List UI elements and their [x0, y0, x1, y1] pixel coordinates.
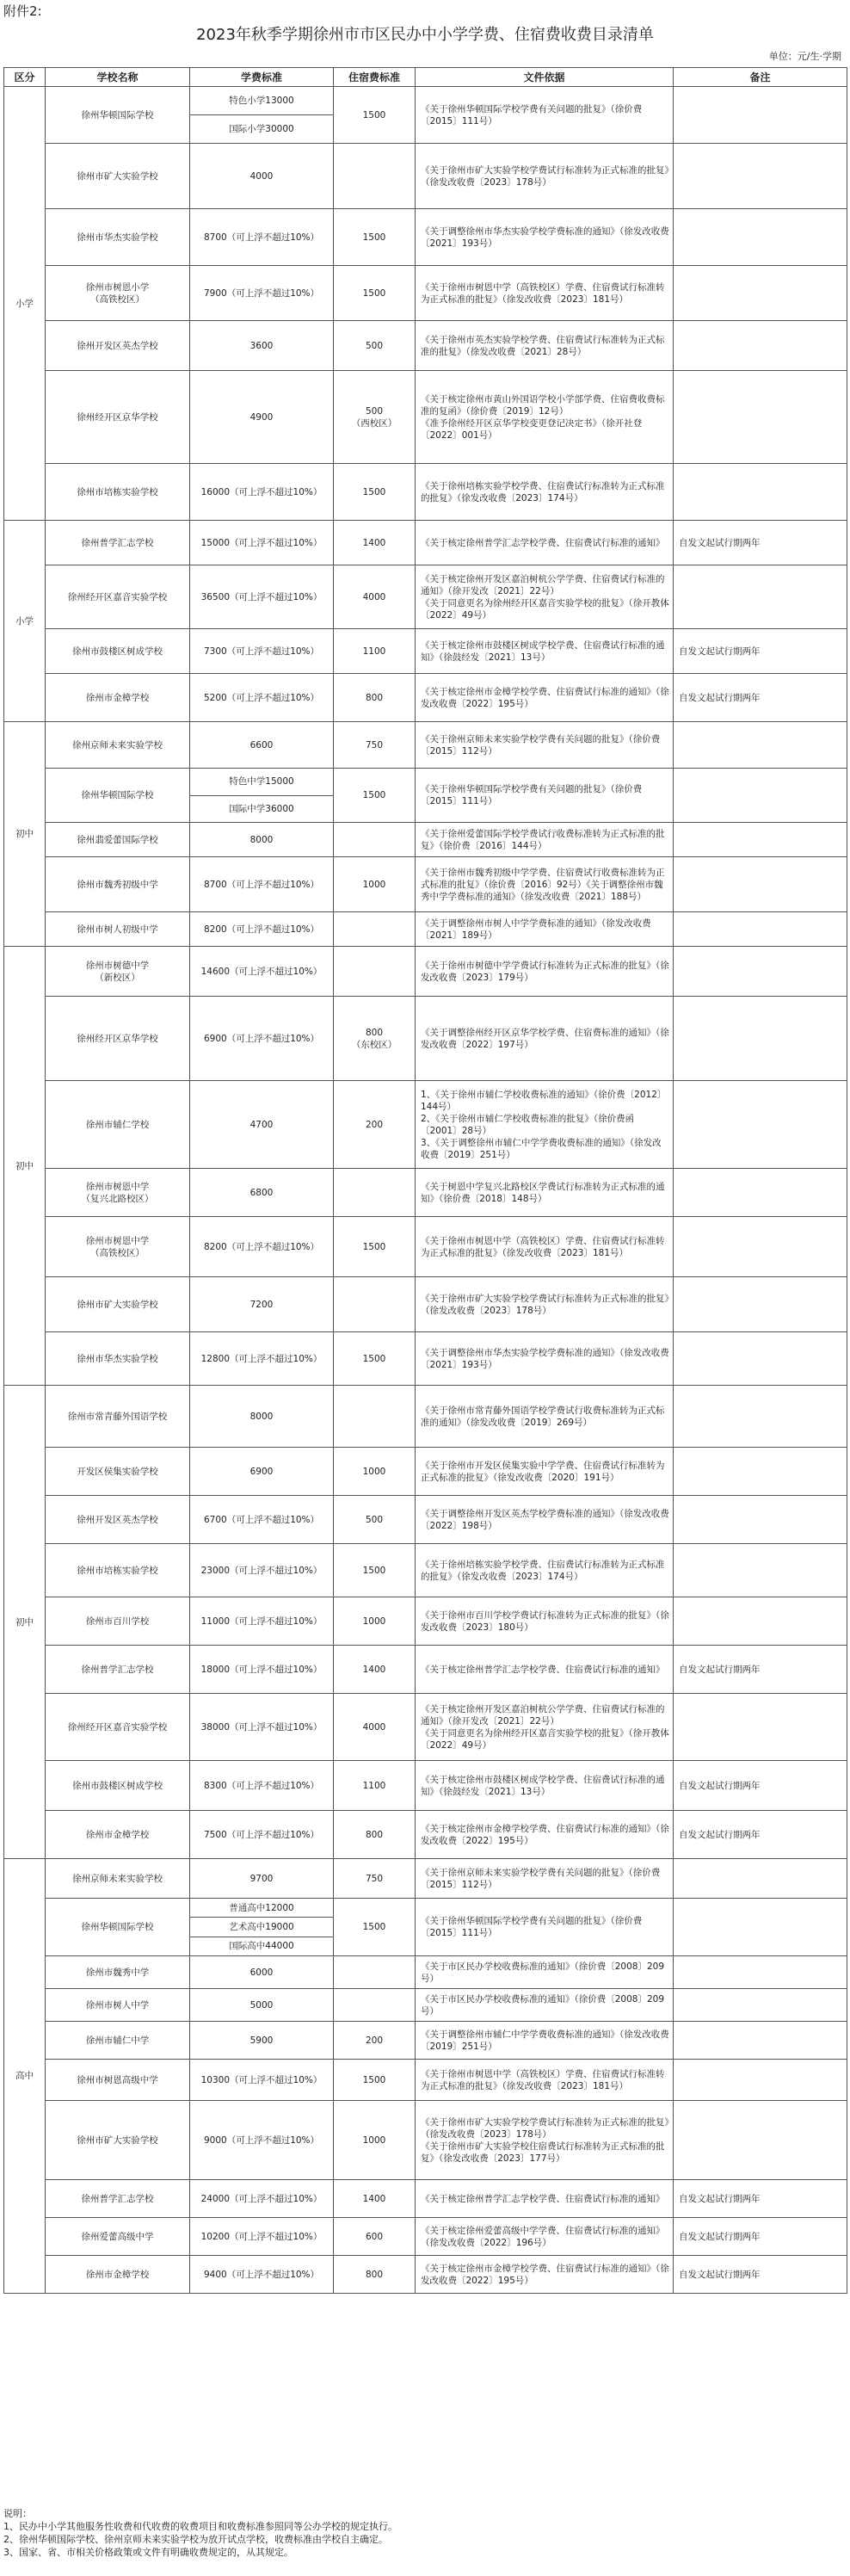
school-name-cell: 徐州华顿国际学校	[46, 1899, 190, 1956]
basis-cell: 《关于调整徐州市华杰实验学校学费标准的通知》（徐发改收费〔2021〕193号）	[416, 209, 674, 266]
fee-table	[3, 67, 847, 2294]
note-item: 1、民办中小学其他服务性收费和代收费的收费项目和收费标准参照同等公办学校的规定执行。	[3, 2521, 397, 2532]
lodging-cell: 1000	[334, 1448, 416, 1496]
school-name-cell: 徐州市辅仁中学	[46, 2022, 190, 2060]
tuition-cell: 6000	[190, 1956, 334, 1989]
basis-cell: 《关于徐州市魏秀初级中学学费、住宿费试行收费标准转为正式标准的批复》（徐价费〔2016〕92号）《关于调整徐州市魏秀中学学费标准的通知》（徐发改收费〔2021〕188号）	[416, 857, 674, 912]
school-name-cell: 徐州普学汇志学校	[46, 521, 190, 565]
unit-label: 单位：元/生·学期	[768, 51, 841, 62]
tuition-cell: 9700	[190, 1859, 334, 1899]
basis-cell: 《关于核定徐州市鼓楼区树成学校学费、住宿费试行标准的通知》（徐鼓经发〔2021〕13号）	[416, 1761, 674, 1811]
lodging-cell: 1500	[334, 266, 416, 321]
lodging-cell: 1400	[334, 2180, 416, 2218]
category-cell: 初中	[4, 947, 46, 1386]
remark-cell: 自发文起试行期两年	[674, 2218, 847, 2256]
school-name-cell: 徐州市金樟学校	[46, 2256, 190, 2294]
lodging-cell: 600	[334, 2218, 416, 2256]
lodging-cell: 1100	[334, 1761, 416, 1811]
school-name-cell: 徐州市金樟学校	[46, 674, 190, 722]
basis-cell: 《关于徐州市树恩中学（高铁校区）学费、住宿费试行标准转为正式标准的批复》（徐发改收费〔2023〕181号）	[416, 2060, 674, 2101]
table-row	[4, 1811, 847, 1859]
remark-cell	[674, 1544, 847, 1597]
lodging-cell	[334, 1386, 416, 1448]
basis-cell: 《关于核定徐州普学汇志学校学费、住宿费试行标准的通知》	[416, 2180, 674, 2218]
table-row	[4, 629, 847, 674]
tuition-cell: 6800	[190, 1169, 334, 1217]
table-row	[4, 947, 847, 997]
basis-cell: 《关于调整徐州市树人中学学费标准的通知》（徐发改收费〔2021〕189号）	[416, 912, 674, 947]
table-row	[4, 769, 847, 823]
table-row	[4, 674, 847, 722]
tuition-cell: 7500（可上浮不超过10%）	[190, 1811, 334, 1859]
school-name-cell: 徐州经开区嘉音实验学校	[46, 565, 190, 629]
basis-cell: 《关于核定徐州市鼓楼区树成学校学费、住宿费试行标准的通知》（徐鼓经发〔2021〕13号）	[416, 629, 674, 674]
tuition-cell: 24000（可上浮不超过10%）	[190, 2180, 334, 2218]
remark-cell	[674, 1277, 847, 1332]
table-row	[4, 371, 847, 464]
school-name-cell: 徐州市常青藤外国语学校	[46, 1386, 190, 1448]
table-row	[4, 912, 847, 947]
lodging-cell: 1500	[334, 464, 416, 521]
remark-cell	[674, 144, 847, 209]
basis-cell: 《关于核定徐州开发区嘉泊树杭公学学费、住宿费试行标准的通知》（徐开发改〔2021〕22号） 《关于同意更名为徐州经开区嘉音实验学校的批复》（徐开教体〔2022〕49号）	[416, 565, 674, 629]
table-row	[4, 144, 847, 209]
basis-cell: 《关于徐州市树恩中学（高铁校区）学费、住宿费试行标准转为正式标准的批复》（徐发改收费〔2023〕181号）	[416, 1217, 674, 1277]
basis-cell: 《关于徐州培栋实验学校学费、住宿费试行标准转为正式标准的批复》（徐发改收费〔2023〕174号）	[416, 464, 674, 521]
tuition-cell: 9400（可上浮不超过10%）	[190, 2256, 334, 2294]
table-row	[4, 1646, 847, 1694]
note-item: 3、国家、省、市相关价格政策或文件有明确收费规定的，从其规定。	[3, 2547, 293, 2558]
tuition-cell: 9000（可上浮不超过10%）	[190, 2101, 334, 2180]
basis-cell: 《关于核定徐州市金樟学校学费、住宿费试行标准的通知》（徐发改收费〔2022〕195号）	[416, 1811, 674, 1859]
table-row	[4, 823, 847, 857]
lodging-cell: 1000	[334, 1597, 416, 1646]
school-name-cell: 徐州市树恩高级中学	[46, 2060, 190, 2101]
remark-cell	[674, 2022, 847, 2060]
tuition-subrow: 艺术高中19000	[190, 1917, 333, 1936]
basis-cell: 《关于徐州市矿大实验学校学费试行标准转为正式标准的批复》（徐发改收费〔2023〕178号） 《关于徐州市矿大实验学校住宿费试行标准转为正式标准的批复》（徐发改收费〔2023〕177号）	[416, 2101, 674, 2180]
school-name-cell: 徐州华顿国际学校	[46, 87, 190, 144]
remark-cell	[674, 1899, 847, 1956]
tuition-cell: 6700（可上浮不超过10%）	[190, 1496, 334, 1544]
lodging-cell	[334, 1277, 416, 1332]
tuition-cell: 8000	[190, 1386, 334, 1448]
note-item: 2、徐州华顿国际学校、徐州京师未来实验学校为放开试点学校，收费标准由学校自主确定。	[3, 2534, 388, 2545]
lodging-cell: 800 （东校区）	[334, 997, 416, 1081]
table-header-row	[4, 68, 847, 87]
remark-cell: 自发文起试行期两年	[674, 2256, 847, 2294]
school-name-cell: 徐州市培栋实验学校	[46, 464, 190, 521]
remark-cell	[674, 1496, 847, 1544]
remark-cell	[674, 1448, 847, 1496]
lodging-cell: 800	[334, 1811, 416, 1859]
remark-cell	[674, 769, 847, 823]
category-cell: 初中	[4, 1386, 46, 1859]
lodging-cell: 200	[334, 2022, 416, 2060]
remark-cell: 自发文起试行期两年	[674, 1646, 847, 1694]
remark-cell	[674, 2101, 847, 2180]
basis-cell: 《关于徐州市矿大实验学校学费试行标准转为正式标准的批复》（徐发改收费〔2023〕178号）	[416, 144, 674, 209]
tuition-cell: 5000	[190, 1989, 334, 2022]
tuition-subrow: 特色中学15000	[229, 776, 294, 788]
remark-cell	[674, 565, 847, 629]
remark-cell	[674, 722, 847, 769]
basis-cell: 《关于徐州京师未来实验学校学费有关问题的批复》（徐价费〔2015〕112号）	[416, 1859, 674, 1899]
school-name-cell: 徐州开发区英杰学校	[46, 321, 190, 371]
remark-cell: 自发文起试行期两年	[674, 1811, 847, 1859]
school-name-cell: 徐州市华杰实验学校	[46, 1332, 190, 1386]
remark-cell	[674, 1386, 847, 1448]
lodging-cell	[334, 912, 416, 947]
basis-cell: 《关于调整徐州开发区英杰学校学费标准的通知》（徐发改收费〔2022〕198号）	[416, 1496, 674, 1544]
tuition-subrow: 国际中学36000	[190, 795, 333, 823]
tuition-cell: 6600	[190, 722, 334, 769]
table-row	[4, 1899, 847, 1956]
school-name-cell: 徐州市树人中学	[46, 1989, 190, 2022]
remark-cell: 自发文起试行期两年	[674, 1761, 847, 1811]
basis-cell: 《关于徐州市树德中学学费试行标准转为正式标准的批复》（徐发改收费〔2023〕179号）	[416, 947, 674, 997]
table-row	[4, 1859, 847, 1899]
basis-cell: 《关于徐州培栋实验学校学费、住宿费试行标准转为正式标准的批复》（徐发改收费〔2023〕174号）	[416, 1544, 674, 1597]
lodging-cell: 1500	[334, 1332, 416, 1386]
remark-cell	[674, 997, 847, 1081]
lodging-cell: 1100	[334, 629, 416, 674]
school-name-cell: 徐州市百川学校	[46, 1597, 190, 1646]
table-row	[4, 1386, 847, 1448]
remark-cell	[674, 1956, 847, 1989]
tuition-cell: 11000（可上浮不超过10%）	[190, 1597, 334, 1646]
basis-cell: 《关于徐州市百川学校学费试行标准转为正式标准的批复》（徐发改收费〔2023〕180号）	[416, 1597, 674, 1646]
school-name-cell: 徐州京师未来实验学校	[46, 722, 190, 769]
lodging-cell: 750	[334, 1859, 416, 1899]
remark-cell: 自发文起试行期两年	[674, 521, 847, 565]
tuition-cell	[190, 769, 334, 823]
table-row	[4, 2101, 847, 2180]
school-name-cell: 徐州市魏秀中学	[46, 1956, 190, 1989]
table-row	[4, 1544, 847, 1597]
table-row	[4, 1448, 847, 1496]
header-basis: 文件依据	[416, 68, 674, 87]
school-name-cell: 徐州华顿国际学校	[46, 769, 190, 823]
tuition-subrows	[190, 87, 333, 143]
header-school-name: 学校名称	[46, 68, 190, 87]
category-cell: 初中	[4, 722, 46, 947]
lodging-cell: 1500	[334, 87, 416, 144]
lodging-cell: 750	[334, 722, 416, 769]
basis-cell: 《关于核定徐州市金樟学校学费、住宿费试行标准的通知》（徐发改收费〔2022〕195号）	[416, 2256, 674, 2294]
lodging-cell	[334, 144, 416, 209]
lodging-cell: 800	[334, 674, 416, 722]
basis-cell: 《关于核定徐州开发区嘉泊树杭公学学费、住宿费试行标准的通知》（徐开发改〔2021〕22号） 《关于同意更名为徐州经开区嘉音实验学校的批复》（徐开教体〔2022〕49号）	[416, 1694, 674, 1761]
school-name-cell: 徐州市培栋实验学校	[46, 1544, 190, 1597]
basis-cell: 《关于徐州京师未来实验学校学费有关问题的批复》（徐价费〔2015〕112号）	[416, 722, 674, 769]
school-name-cell: 徐州市树恩中学 （复兴北路校区）	[46, 1169, 190, 1217]
table-row	[4, 1081, 847, 1169]
school-name-cell: 徐州普学汇志学校	[46, 2180, 190, 2218]
basis-cell: 《关于市区民办学校收费标准的通知》（徐价费〔2008〕209号）	[416, 1989, 674, 2022]
remark-cell	[674, 1989, 847, 2022]
basis-cell: 《关于核定徐州爱蕾高级中学学费、住宿费试行标准的通知》（徐发改收费〔2022〕196号）	[416, 2218, 674, 2256]
table-row	[4, 464, 847, 521]
school-name-cell: 徐州市鼓楼区树成学校	[46, 1761, 190, 1811]
tuition-cell: 5200（可上浮不超过10%）	[190, 674, 334, 722]
category-cell: 高中	[4, 1859, 46, 2294]
lodging-cell: 1400	[334, 1646, 416, 1694]
basis-cell: 《关于徐州华顿国际学校学费有关问题的批复》（徐价费〔2015〕111号）	[416, 1899, 674, 1956]
tuition-cell	[190, 87, 334, 144]
lodging-cell: 1000	[334, 2101, 416, 2180]
school-name-cell: 徐州经开区嘉音实验学校	[46, 1694, 190, 1761]
remark-cell	[674, 321, 847, 371]
lodging-cell: 1500	[334, 1217, 416, 1277]
school-name-cell: 徐州市树德中学 （新校区）	[46, 947, 190, 997]
tuition-cell: 38000（可上浮不超过10%）	[190, 1694, 334, 1761]
remark-cell: 自发文起试行期两年	[674, 2180, 847, 2218]
basis-cell: 《关于徐州爱蕾国际学校学费试行收费标准转为正式标准的批复》（徐价费〔2016〕144号）	[416, 823, 674, 857]
tuition-cell	[190, 1899, 334, 1956]
lodging-cell: 1000	[334, 857, 416, 912]
remark-cell	[674, 209, 847, 266]
basis-cell: 《关于市区民办学校收费标准的通知》（徐价费〔2008〕209号）	[416, 1956, 674, 1989]
basis-cell: 《关于徐州华顿国际学校学费有关问题的批复》（徐价费〔2015〕111号）	[416, 769, 674, 823]
header-category: 区分	[4, 68, 46, 87]
tuition-cell: 7200	[190, 1277, 334, 1332]
lodging-cell	[334, 823, 416, 857]
attachment-label: 附件2:	[3, 3, 42, 19]
lodging-cell	[334, 1989, 416, 2022]
tuition-cell: 16000（可上浮不超过10%）	[190, 464, 334, 521]
notes-heading: 说明：	[3, 2508, 32, 2519]
tuition-cell: 4900	[190, 371, 334, 464]
basis-cell: 《关于徐州市英杰实验学校学费、住宿费试行标准转为正式标准的批复》（徐发改收费〔2021〕28号）	[416, 321, 674, 371]
lodging-cell: 500	[334, 1496, 416, 1544]
header-lodging: 住宿费标准	[334, 68, 416, 87]
remark-cell	[674, 1332, 847, 1386]
lodging-cell: 1500	[334, 769, 416, 823]
school-name-cell: 徐州京师未来实验学校	[46, 1859, 190, 1899]
tuition-cell: 6900（可上浮不超过10%）	[190, 997, 334, 1081]
remark-cell	[674, 857, 847, 912]
remark-cell	[674, 1169, 847, 1217]
school-name-cell: 徐州普学汇志学校	[46, 1646, 190, 1694]
table-row	[4, 2218, 847, 2256]
tuition-cell: 18000（可上浮不超过10%）	[190, 1646, 334, 1694]
table-row	[4, 1332, 847, 1386]
table-row	[4, 1761, 847, 1811]
basis-cell: 《关于徐州市常青藤外国语学校学费试行收费标准转为正式标准的通知》（徐发改收费〔2019〕269号）	[416, 1386, 674, 1448]
tuition-cell: 6900	[190, 1448, 334, 1496]
lodging-cell	[334, 1169, 416, 1217]
lodging-cell: 500 （西校区）	[334, 371, 416, 464]
category-cell: 小学	[4, 521, 46, 722]
basis-cell: 《关于核定徐州普学汇志学校学费、住宿费试行标准的通知》	[416, 521, 674, 565]
school-name-cell: 徐州市树人初级中学	[46, 912, 190, 947]
remark-cell: 自发文起试行期两年	[674, 629, 847, 674]
table-row	[4, 1496, 847, 1544]
remark-cell	[674, 1217, 847, 1277]
remark-cell	[674, 1694, 847, 1761]
school-name-cell: 徐州市矿大实验学校	[46, 2101, 190, 2180]
tuition-cell: 7300（可上浮不超过10%）	[190, 629, 334, 674]
tuition-cell: 15000（可上浮不超过10%）	[190, 521, 334, 565]
school-name-cell: 徐州开发区英杰学校	[46, 1496, 190, 1544]
lodging-cell: 1500	[334, 209, 416, 266]
tuition-cell: 4000	[190, 144, 334, 209]
basis-cell: 《关于树恩中学复兴北路校区学费试行标准转为正式标准的通知》（徐价费〔2018〕148号）	[416, 1169, 674, 1217]
basis-cell: 《关于徐州市矿大实验学校学费试行标准转为正式标准的批复》（徐发改收费〔2023〕178号）	[416, 1277, 674, 1332]
basis-cell: 《关于调整徐州市辅仁中学学费收费标准的通知》（徐发改收费〔2019〕251号）	[416, 2022, 674, 2060]
remark-cell	[674, 2060, 847, 2101]
category-cell: 小学	[4, 87, 46, 521]
table-row	[4, 266, 847, 321]
remark-cell: 自发文起试行期两年	[674, 674, 847, 722]
lodging-cell: 1500	[334, 1899, 416, 1956]
school-name-cell: 徐州市矿大实验学校	[46, 1277, 190, 1332]
school-name-cell: 徐州爱蕾高级中学	[46, 2218, 190, 2256]
basis-cell: 《关于核定徐州市金樟学校学费、住宿费试行标准的通知》（徐发改收费〔2022〕195号）	[416, 674, 674, 722]
table-row	[4, 1277, 847, 1332]
tuition-subrow: 特色小学13000	[229, 96, 294, 106]
table-row	[4, 2180, 847, 2218]
tuition-cell: 8700（可上浮不超过10%）	[190, 209, 334, 266]
header-tuition: 学费标准	[190, 68, 334, 87]
remark-cell	[674, 371, 847, 464]
remark-cell	[674, 464, 847, 521]
table-row	[4, 87, 847, 144]
tuition-cell: 10200（可上浮不超过10%）	[190, 2218, 334, 2256]
table-row	[4, 2060, 847, 2101]
tuition-cell: 4700	[190, 1081, 334, 1169]
table-row	[4, 521, 847, 565]
tuition-cell: 8200（可上浮不超过10%）	[190, 912, 334, 947]
lodging-cell: 1400	[334, 521, 416, 565]
remark-cell	[674, 823, 847, 857]
tuition-cell: 10300（可上浮不超过10%）	[190, 2060, 334, 2101]
page-title: 2023年秋季学期徐州市市区民办中小学学费、住宿费收费目录清单	[196, 26, 654, 44]
tuition-subrows	[190, 1899, 333, 1955]
remark-cell	[674, 1597, 847, 1646]
remark-cell	[674, 87, 847, 144]
lodging-cell: 200	[334, 1081, 416, 1169]
tuition-cell: 8000	[190, 823, 334, 857]
tuition-subrows	[190, 769, 333, 822]
school-name-cell: 徐州市魏秀初级中学	[46, 857, 190, 912]
school-name-cell: 徐州市矿大实验学校	[46, 144, 190, 209]
table-row	[4, 2256, 847, 2294]
school-name-cell: 开发区侯集实验学校	[46, 1448, 190, 1496]
basis-cell: 1、《关于徐州市辅仁学校收费标准的通知》（徐价费〔2012〕144号） 2、《关于徐州市辅仁学校收费标准的批复》（徐价费函〔2001〕28号） 3、《关于调整徐州市辅仁中学学费收费标准的通知》（徐发改收费〔2019〕251号）	[416, 1081, 674, 1169]
school-name-cell: 徐州经开区京华学校	[46, 997, 190, 1081]
table-row	[4, 1956, 847, 1989]
tuition-subrow: 普通高中12000	[229, 1902, 294, 1913]
tuition-cell: 36500（可上浮不超过10%）	[190, 565, 334, 629]
tuition-subrow: 国际小学30000	[190, 114, 333, 143]
header-remark: 备注	[674, 68, 847, 87]
table-row	[4, 1694, 847, 1761]
remark-cell	[674, 1859, 847, 1899]
tuition-cell: 8700（可上浮不超过10%）	[190, 857, 334, 912]
remark-cell	[674, 1081, 847, 1169]
tuition-cell: 7900（可上浮不超过10%）	[190, 266, 334, 321]
lodging-cell	[334, 947, 416, 997]
basis-cell: 《关于徐州市树恩中学（高铁校区）学费、住宿费试行标准转为正式标准的批复》（徐发改收费〔2023〕181号）	[416, 266, 674, 321]
lodging-cell	[334, 1956, 416, 1989]
tuition-cell: 8300（可上浮不超过10%）	[190, 1761, 334, 1811]
school-name-cell: 徐州市鼓楼区树成学校	[46, 629, 190, 674]
table-row	[4, 857, 847, 912]
school-name-cell: 徐州市华杰实验学校	[46, 209, 190, 266]
basis-cell: 《关于调整徐州市华杰实验学校学费标准的通知》（徐发改收费〔2021〕193号）	[416, 1332, 674, 1386]
lodging-cell: 1500	[334, 2060, 416, 2101]
table-row	[4, 1989, 847, 2022]
remark-cell	[674, 947, 847, 997]
notes	[3, 2507, 847, 2559]
table-row	[4, 997, 847, 1081]
lodging-cell: 1500	[334, 1544, 416, 1597]
basis-cell: 《关于徐州华顿国际学校学费有关问题的批复》（徐价费〔2015〕111号）	[416, 87, 674, 144]
basis-cell: 《关于徐州市开发区侯集实验中学学费、住宿费试行标准转为正式标准的批复》（徐发改收费〔2020〕191号）	[416, 1448, 674, 1496]
remark-cell	[674, 266, 847, 321]
lodging-cell: 4000	[334, 565, 416, 629]
school-name-cell: 徐州经开区京华学校	[46, 371, 190, 464]
table-row	[4, 1169, 847, 1217]
table-row	[4, 209, 847, 266]
table-row	[4, 2022, 847, 2060]
tuition-cell: 12800（可上浮不超过10%）	[190, 1332, 334, 1386]
school-name-cell: 徐州市辅仁学校	[46, 1081, 190, 1169]
lodging-cell: 4000	[334, 1694, 416, 1761]
lodging-cell: 500	[334, 321, 416, 371]
table-row	[4, 722, 847, 769]
school-name-cell: 徐州市树恩中学 （高铁校区）	[46, 1217, 190, 1277]
tuition-subrow: 国际高中44000	[190, 1937, 333, 1955]
lodging-cell: 800	[334, 2256, 416, 2294]
table-row	[4, 1597, 847, 1646]
table-row	[4, 321, 847, 371]
tuition-cell: 5900	[190, 2022, 334, 2060]
school-name-cell: 徐州市金樟学校	[46, 1811, 190, 1859]
table-row	[4, 565, 847, 629]
basis-cell: 《关于核定徐州普学汇志学校学费、住宿费试行标准的通知》	[416, 1646, 674, 1694]
school-name-cell: 徐州市树恩小学 （高铁校区）	[46, 266, 190, 321]
tuition-cell: 3600	[190, 321, 334, 371]
basis-cell: 《关于调整徐州经开区京华学校学费、住宿费标准的通知》（徐发改收费〔2022〕197号）	[416, 997, 674, 1081]
tuition-cell: 23000（可上浮不超过10%）	[190, 1544, 334, 1597]
tuition-cell: 14600（可上浮不超过10%）	[190, 947, 334, 997]
table-row	[4, 1217, 847, 1277]
tuition-cell: 8200（可上浮不超过10%）	[190, 1217, 334, 1277]
basis-cell: 《关于核定徐州市黄山外国语学校小学部学费、住宿费收费标准的复函》（徐价费〔2019〕12号） 《准予徐州经开区京华学校变更登记决定书》（徐开社登〔2022〕001号）	[416, 371, 674, 464]
school-name-cell: 徐州翡爱蕾国际学校	[46, 823, 190, 857]
remark-cell	[674, 912, 847, 947]
